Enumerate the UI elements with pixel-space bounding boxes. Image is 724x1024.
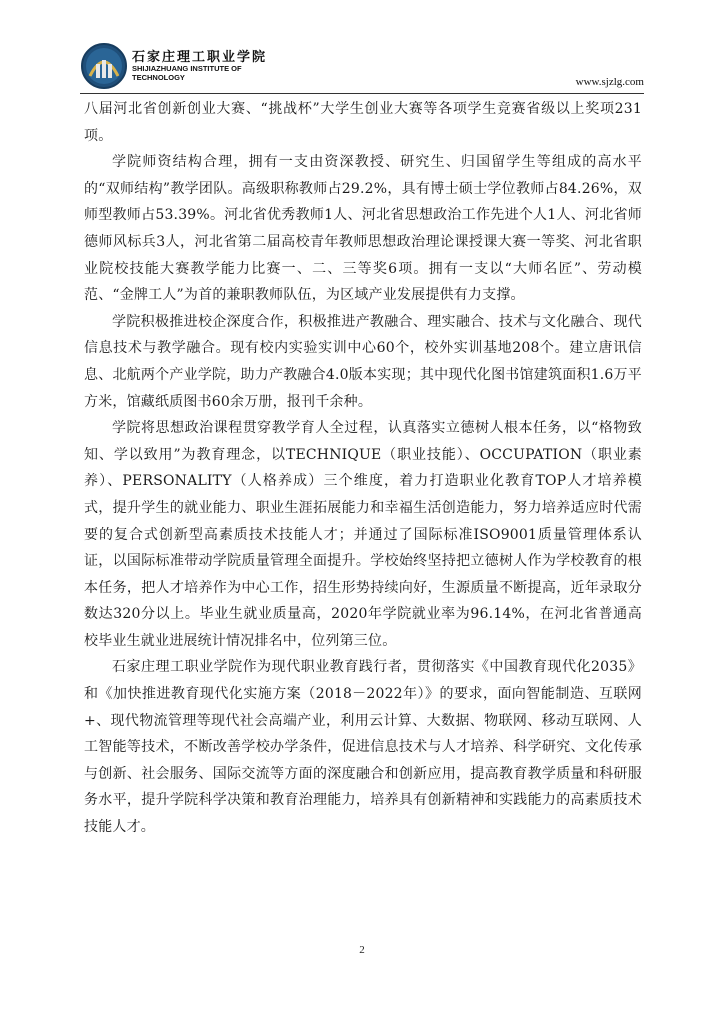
paragraph-modernization: 石家庄理工职业学院作为现代职业教育践行者，贯彻落实《中国教育现代化2035》和《加快推进教育现代化实施方案（2018－2022年）》的要求，面向智能制造、互联网+、现代物流管理等现代社会高端产业，利用云计算、大数据、物联网、移动互联网、人工智能等技术，不断改善学校办学条件，促进信息技术与人才培养、科学研究、文化传承与创新、社会服务、国际交流等方面的深度融合和创新应用，提高教育教学质量和科研服务水平，提升学院科学决策和教育治理能力，培养具有创新精神和实践能力的高素质技术技能人才。 xyxy=(84,659,642,836)
page-header xyxy=(80,42,644,90)
school-logo-icon xyxy=(80,42,128,90)
school-name-cn: 石家庄理工职业学院 xyxy=(132,50,268,65)
website-url: www.sjzlg.com xyxy=(575,76,644,88)
paragraph-faculty: 学院师资结构合理，拥有一支由资深教授、研究生、归国留学生等组成的高水平的“双师结构”教学团队。高级职称教师占29.2%，具有博士硕士学位教师占84.26%，双师型教师占53.39%。河北省优秀教师1人、河北省思想政治工作先进个人1人、河北省师德师风标兵3人，河北省第二届高校青年教师思想政治理论课授课大赛一等奖、河北省职业院校技能大赛教学能力比赛一、二、三等奖6项。拥有一支以“大师名匠”、劳动模范、“金牌工人”为首的兼职教师队伍，为区域产业发展提供有力支撑。 xyxy=(84,154,642,304)
header-divider xyxy=(80,93,644,94)
school-name-en: SHIJIAZHUANG INSTITUTE OF TECHNOLOGY xyxy=(132,64,242,82)
document-body xyxy=(84,96,642,841)
page-number: 2 xyxy=(359,944,365,956)
paragraph-continued: 八届河北省创新创业大赛、“挑战杯”大学生创业大赛等各项学生竞赛省级以上奖项231项。 xyxy=(84,101,642,144)
paragraph-cooperation: 学院积极推进校企深度合作，积极推进产教融合、理实融合、技术与文化融合、现代信息技术与教学融合。现有校内实验实训中心60个，校外实训基地208个。建立唐讯信息、北航两个产业学院，助力产教融合4.0版本实现；其中现代化图书馆建筑面积1.6万平方米，馆藏纸质图书60余万册，报刊千余种。 xyxy=(84,313,642,410)
paragraph-education-philosophy: 学院将思想政治课程贯穿教学育人全过程，认真落实立德树人根本任务，以“格物致知、学以致用”为教育理念，以TECHNIQUE（职业技能）、OCCUPATION（职业素养）、PERSONALITY（人格养成）三个维度，着力打造职业化教育TOP人才培养模式，提升学生的就业能力、职业生涯拓展能力和幸福生活创造能力，努力培养适应时代需要的复合式创新型高素质技术技能人才；并通过了国际标准ISO9001质量管理体系认证，以国际标准带动学院质量管理全面提升。学校始终坚持把立德树人作为学校教育的根本任务，把人才培养作为中心工作，招生形势持续向好，生源质量不断提高，近年录取分数达320分以上。毕业生就业质量高，2020年学院就业率为96.14%，在河北省普通高校毕业生就业进展统计情况排名中，位列第三位。 xyxy=(84,420,642,649)
